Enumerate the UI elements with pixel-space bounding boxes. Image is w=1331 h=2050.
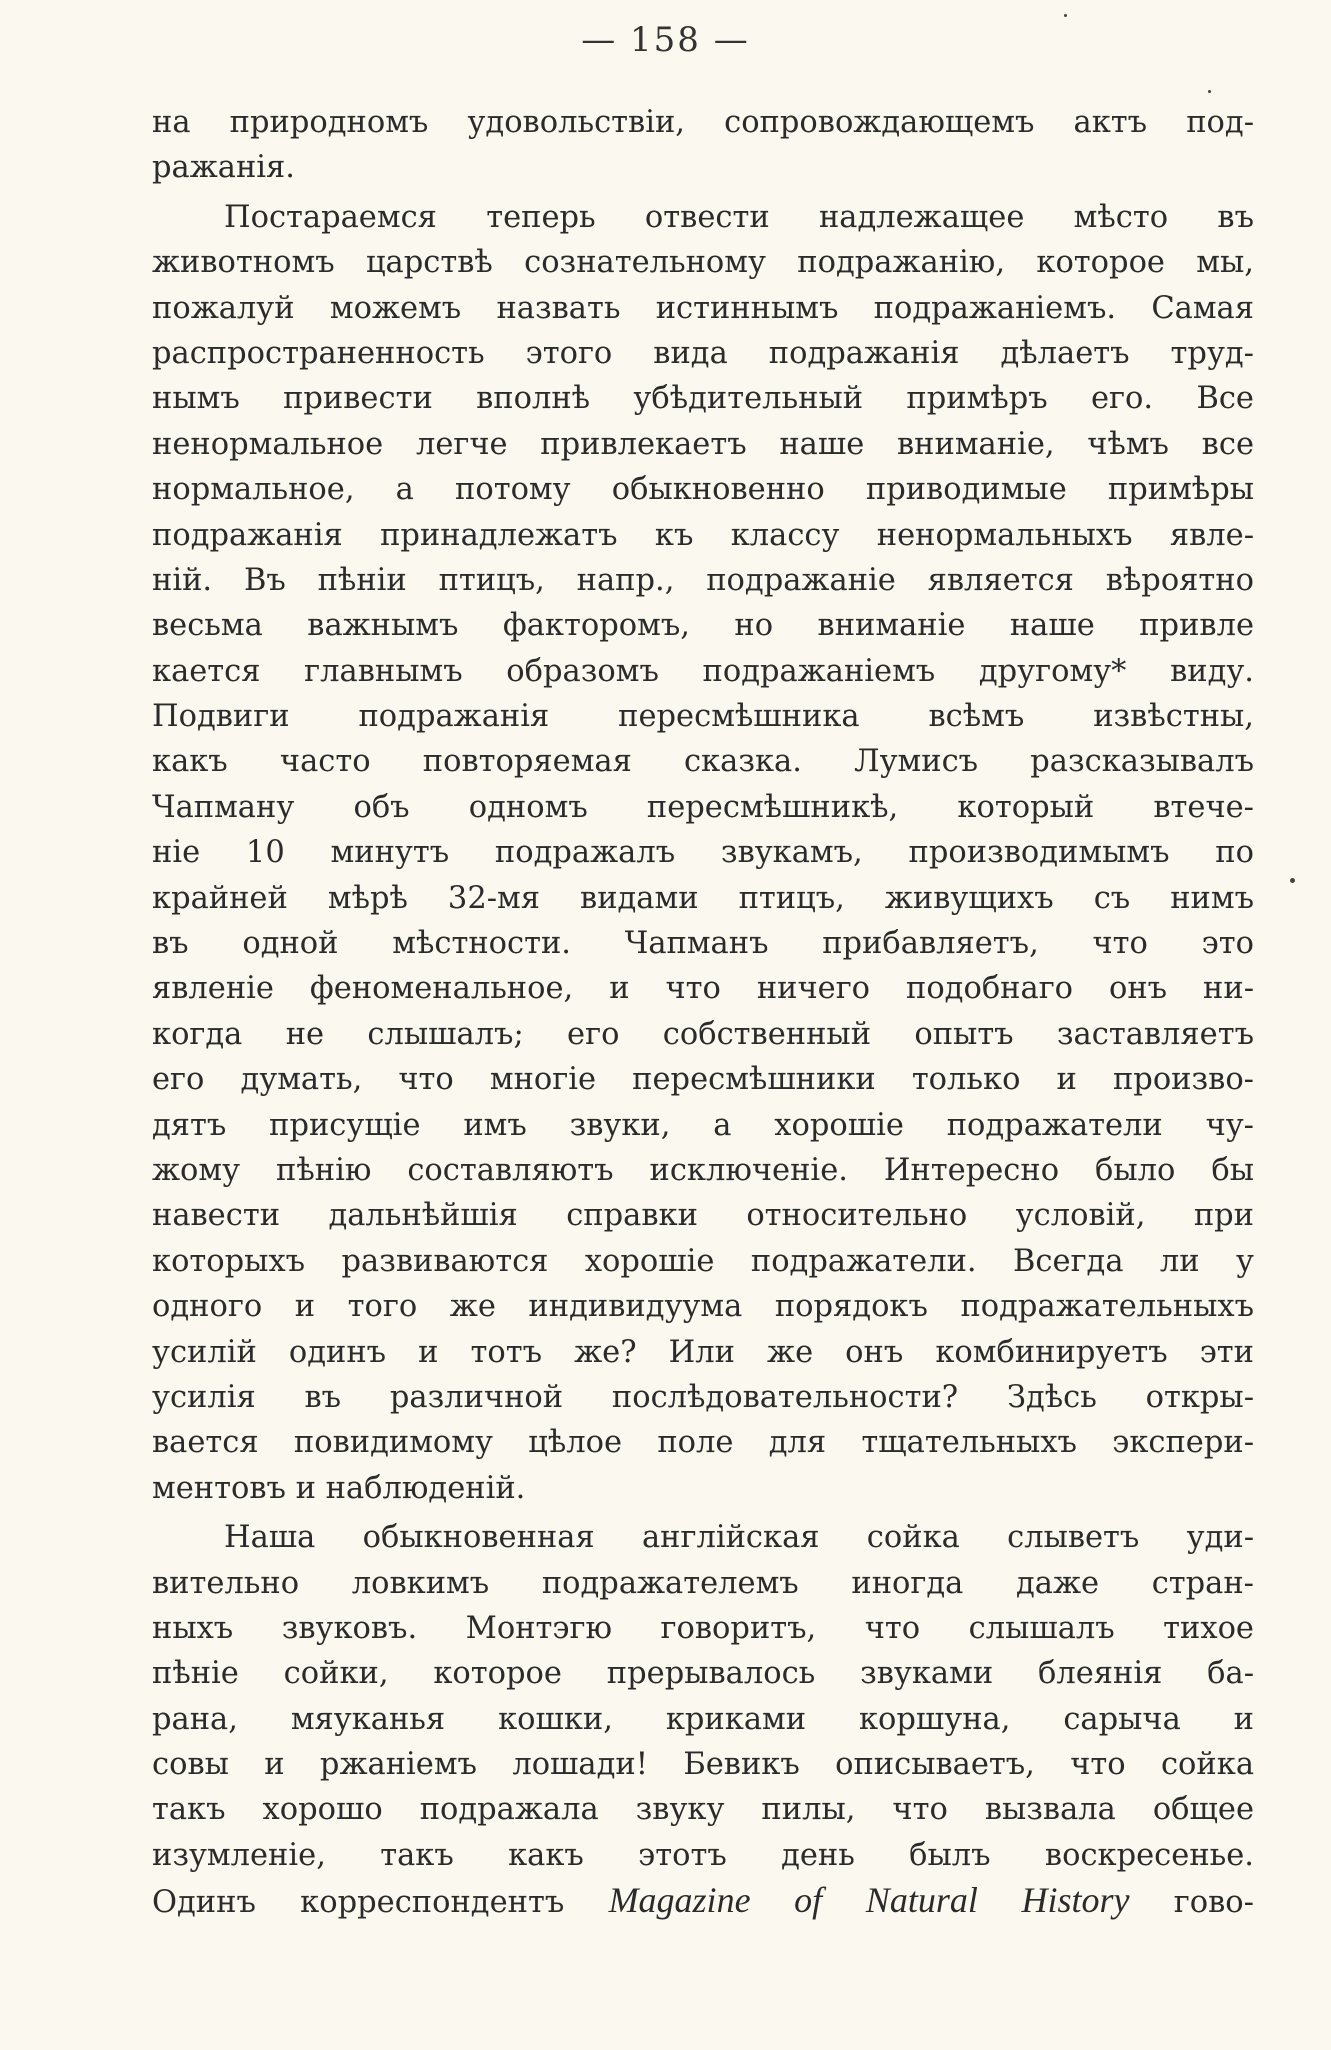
page-number: — 158 — [581, 20, 750, 60]
text-line: животномъ царствѣ сознательному подражанію, которое мы, [152, 245, 1254, 281]
text-line: какъ часто повторяемая сказка. Лумисъ разсказывалъ [152, 744, 1254, 780]
text-line: Чапману объ одномъ пересмѣшникѣ, который втече- [152, 789, 1254, 825]
text-line: ній. Въ пѣніи птицъ, напр., подражаніе является вѣроятно [152, 562, 1254, 598]
text-line: крайней мѣрѣ 32-мя видами птицъ, живущихъ съ нимъ [152, 880, 1254, 916]
text-line: одного и того же индивидуума порядокъ подражательныхъ [152, 1289, 1254, 1325]
text-line: пѣніе сойки, которое прерывалось звуками блеянія ба- [152, 1656, 1254, 1692]
text-fragment: гово- [1129, 1885, 1254, 1921]
text-line: ніе 10 минутъ подражалъ звукамъ, производимымъ по [152, 835, 1254, 871]
text-line: навести дальнѣйшія справки относительно условій, при [152, 1198, 1254, 1234]
text-line: такъ хорошо подражала звуку пилы, что вызвала общее [152, 1792, 1254, 1828]
text-line: нормальное, а потому обыкновенно приводимые примѣры [152, 472, 1254, 508]
text-line: жому пѣнію составляютъ исключеніе. Интересно было бы [152, 1152, 1254, 1188]
text-line: его думать, что многіе пересмѣшники только и произво- [152, 1062, 1254, 1098]
text-line: подражанія принадлежатъ къ классу ненормальныхъ явле- [152, 517, 1254, 553]
text-line: вительно ловкимъ подражателемъ иногда даже стран- [152, 1565, 1254, 1601]
text-line: которыхъ развиваются хорошіе подражатели. Всегда ли у [152, 1243, 1254, 1279]
text-line-final [152, 1878, 1254, 1923]
print-speck [1290, 878, 1295, 883]
text-line: нымъ привести вполнѣ убѣдительный примѣръ его. Все [152, 381, 1254, 417]
text-line: ненормальное легче привлекаетъ наше вниманіе, чѣмъ все [152, 426, 1254, 462]
text-line: когда не слышалъ; его собственный опытъ заставляетъ [152, 1016, 1254, 1052]
text-line: Наша обыкновенная англійская сойка слыветъ уди- [224, 1520, 1254, 1556]
journal-title: Magazine of Natural History [608, 1880, 1130, 1921]
text-line: усилій одинъ и тотъ же? Или же онъ комбинируетъ эти [152, 1334, 1254, 1370]
text-line: совы и ржаніемъ лошади! Бевикъ описываетъ, что сойка [152, 1747, 1254, 1783]
text-line: Постараемся теперь отвести надлежащее мѣсто въ [224, 199, 1254, 235]
print-speck [1064, 14, 1067, 17]
text-line: ражанія. [152, 150, 295, 186]
text-line: усилія въ различной послѣдовательности? Здѣсь откры- [152, 1379, 1254, 1415]
text-line: вается повидимому цѣлое поле для тщательныхъ экспери- [152, 1425, 1254, 1461]
text-line: явленіе феноменальное, и что ничего подобнаго онъ ни- [152, 971, 1254, 1007]
text-line: въ одной мѣстности. Чапманъ прибавляетъ, что это [152, 926, 1254, 962]
text-line: ныхъ звуковъ. Монтэгю говоритъ, что слышалъ тихое [152, 1610, 1254, 1646]
text-line: ментовъ и наблюденій. [152, 1470, 526, 1506]
text-line: рана, мяуканья кошки, криками коршуна, сарыча и [152, 1701, 1254, 1737]
text-line: весьма важнымъ факторомъ, но вниманіе наше привле [152, 608, 1254, 644]
body-text [152, 100, 1254, 1924]
text-line: дятъ присущіе имъ звуки, а хорошіе подражатели чу- [152, 1107, 1254, 1143]
text-line: на природномъ удовольствіи, сопровождающемъ актъ под- [152, 105, 1254, 140]
text-line: Подвиги подражанія пересмѣшника всѣмъ извѣстны, [152, 699, 1254, 735]
text-line: кается главнымъ образомъ подражаніемъ другому* виду. [152, 653, 1254, 689]
text-line: распространенность этого вида подражанія дѣлаетъ труд- [152, 335, 1254, 371]
print-speck [1208, 90, 1211, 93]
text-line: пожалуй можемъ назвать истиннымъ подражаніемъ. Самая [152, 290, 1254, 326]
text-fragment: Одинъ корреспондентъ [152, 1885, 609, 1921]
text-line: изумленіе, такъ какъ этотъ день былъ воскресенье. [152, 1837, 1254, 1873]
